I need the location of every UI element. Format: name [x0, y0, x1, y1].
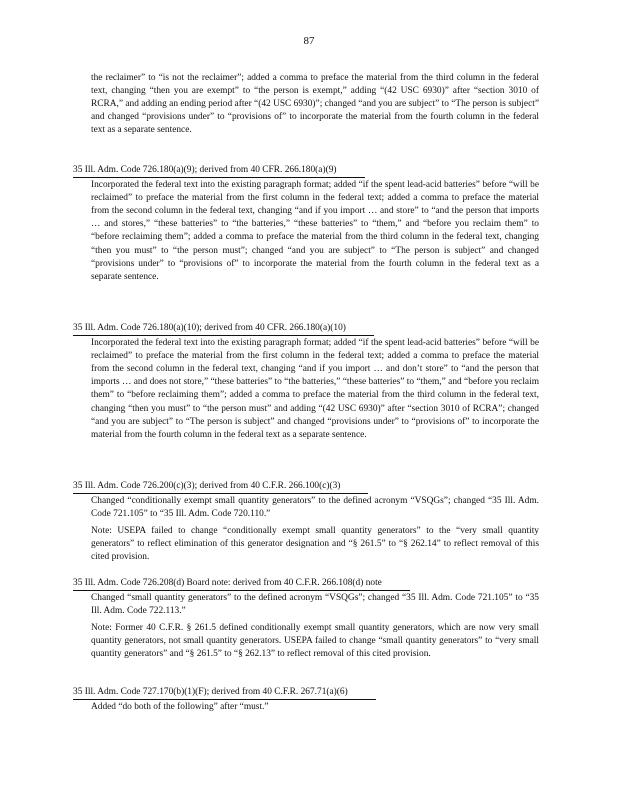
entry-heading: 35 Ill. Adm. Code 727.170(b)(1)(F); derived from 40 C.F.R. 267.71(a)(6)	[73, 686, 376, 700]
entry-2	[73, 322, 539, 442]
entry-heading: 35 Ill. Adm. Code 726.208(d) Board note: derived from 40 C.F.R. 266.108(d) note	[73, 577, 410, 591]
entry-body: Changed “conditionally exempt small quantity generators” to the defined acronym “VSQGs”; changed “35 Ill. Adm. Code 721.105” to “35 Ill. Adm. Code 720.110.”	[91, 496, 539, 520]
entry-body: Added “do both of the following” after “must.”	[91, 702, 269, 713]
page-number: 87	[303, 35, 315, 47]
entry-heading: 35 Ill. Adm. Code 726.200(c)(3); derived from 40 C.F.R. 266.100(c)(3)	[73, 480, 368, 494]
entry-heading: 35 Ill. Adm. Code 726.180(a)(9); derived from 40 CFR. 266.180(a)(9)	[73, 164, 365, 178]
entry-body: Incorporated the federal text into the existing paragraph format; added “if the spent lead-acid batteries” before “will be reclaimed” to preface the material from the first column in the federal text; added a comma to preface the material from the second column in the federal text, changing “and if you import … and don’t store” to “and the person that imports … and does not store,” “these batteries” to “the batteries,” “these batteries” to “them,” and “before you reclaim them” to “before reclaiming them”; added a comma to preface the material from the third column in the federal text, changing “then you must” to “the person must” and adding “(42 USC 6930)” after “section 3010 of RCRA”; changed “and you are subject” to “The person is subject” and changed “provisions under” to “provisions of” to incorporate the material from the fourth column in the federal text as a separate sentence.	[91, 338, 539, 440]
entry-heading: 35 Ill. Adm. Code 726.180(a)(10); derived from 40 CFR. 266.180(a)(10)	[73, 322, 374, 336]
entry-note: Note: Former 40 C.F.R. § 261.5 defined conditionally exempt small quantity generators, which are now very small quantity generators, not small quantity generators. USEPA failed to change “small quantity generators” to “very small quantity generators” and “§ 261.5” to “§ 262.13” to reflect removal of this cited provision.	[91, 623, 539, 660]
intro-paragraph-block	[73, 72, 539, 137]
entry-5	[73, 686, 539, 714]
entry-4	[73, 577, 539, 662]
entry-3	[73, 480, 539, 565]
entry-body: Changed “small quantity generators” to the defined acronym “VSQGs”; changed “35 Ill. Adm. Code 721.105” to “35 Ill. Adm. Code 722.113.”	[91, 593, 539, 617]
entry-1	[73, 164, 539, 284]
entry-body: Incorporated the federal text into the existing paragraph format; added “if the spent lead-acid batteries” before “will be reclaimed” to preface the material from the first column in the federal text; added a comma to preface the material from the second column in the federal text, changing “and if you import … and store” to “and the person that imports … and stores,” “these batteries” to “the batteries,” “these batteries” to “them,” and “before you reclaim them” to “before reclaiming them”; added a comma to preface the material from the third column in the federal text, changing “then you must” to “the person must”; changed “and you are subject” to “The person is subject” and changed “provisions under” to “provisions of” to incorporate the material from the fourth column in the federal text as a separate sentence.	[91, 180, 539, 282]
entry-note: Note: USEPA failed to change “conditionally exempt small quantity generators” to the “very small quantity generators” to reflect elimination of this generator designation and “§ 261.5” to “§ 262.14” to reflect removal of this cited provision.	[91, 526, 539, 563]
intro-paragraph: the reclaimer” to “is not the reclaimer”; added a comma to preface the material from the third column in the federal text, changing “then you are exempt” to “the person is exempt,” adding “(42 USC 6930)” after “section 3010 of RCRA,” and adding an ending period after “(42 USC 6930)”; changed “and you are subject” to “The person is subject” and changed “provisions under” to “provisions of” to incorporate the material from the fourth column in the federal text as a separate sentence.	[91, 73, 539, 136]
